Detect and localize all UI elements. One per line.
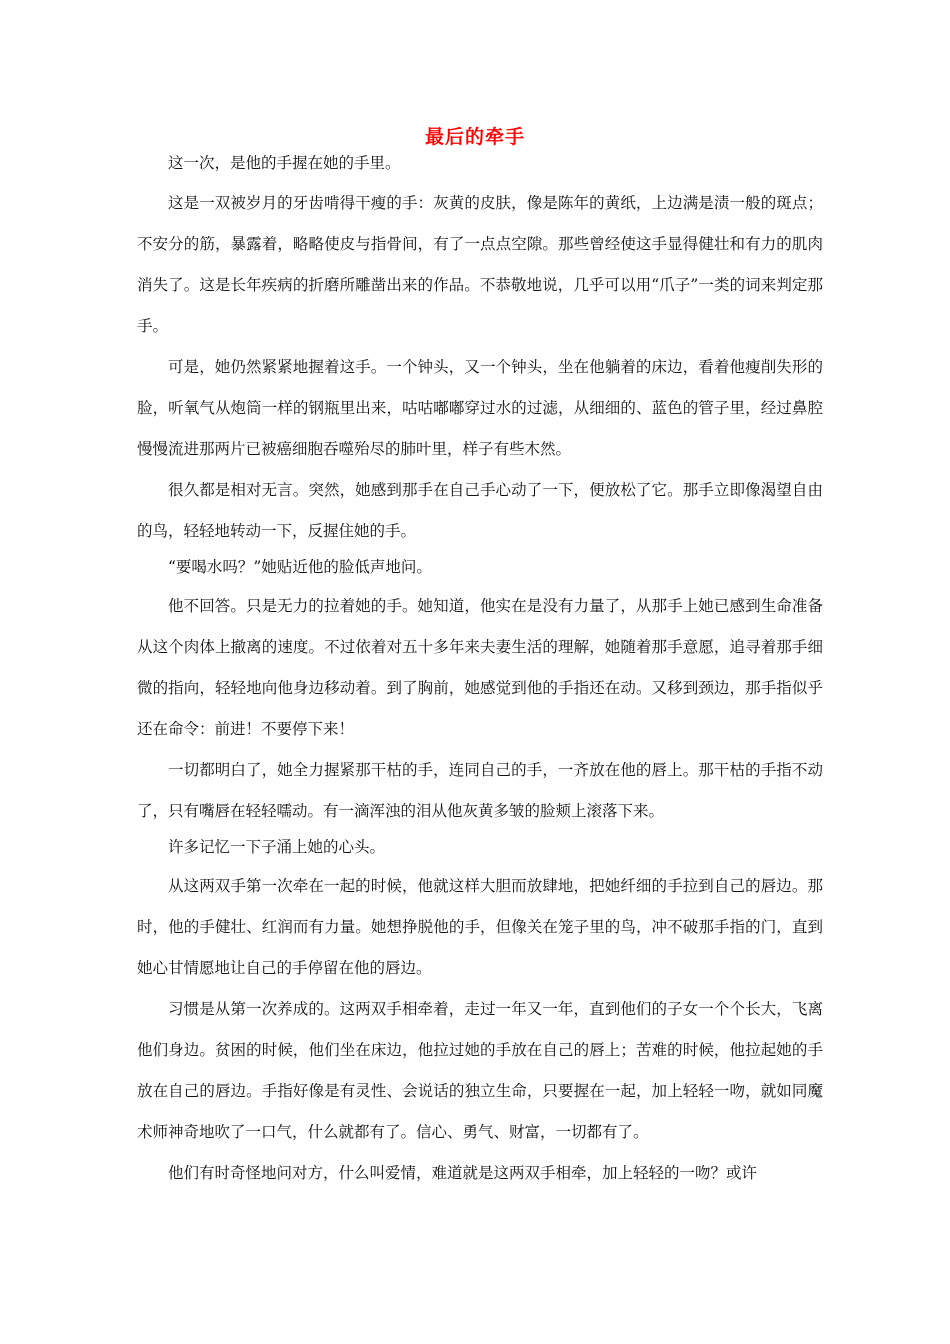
paragraph: 习惯是从第一次养成的。这两双手相牵着，走过一年又一年，直到他们的子女一个个长大，飞离他们身边。贫困的时候，他们坐在床边，他拉过她的手放在自己的唇上；苦难的时候，他拉起她的手放在自己的唇边。手指好像是有灵性、会说话的独立生命，只要握在一起，加上轻轻一吻，就如同魔术师神奇地吹了一口气，什么就都有了。信心、勇气、财富，一切都有了。	[137, 1000, 823, 1141]
paragraph: 可是，她仍然紧紧地握着这手。一个钟头，又一个钟头，坐在他躺着的床边，看着他瘦削失形的脸，听氧气从炮筒一样的钢瓶里出来，咕咕嘟嘟穿过水的过滤，从细细的、蓝色的管子里，经过鼻腔慢慢流进那两片已被癌细胞吞噬殆尽的肺叶里，样子有些木然。	[137, 358, 823, 458]
document-title: 最后的牵手	[424, 126, 525, 148]
document-body	[137, 149, 823, 1194]
paragraph: “要喝水吗？”她贴近他的脸低声地问。	[168, 558, 432, 576]
paragraph: 很久都是相对无言。突然，她感到那手在自己手心动了一下，便放松了它。那手立即像渴望自由的鸟，轻轻地转动一下，反握住她的手。	[137, 481, 823, 540]
paragraph: 许多记忆一下子涌上她的心头。	[168, 838, 386, 856]
paragraph: 从这两双手第一次牵在一起的时候，他就这样大胆而放肆地，把她纤细的手拉到自己的唇边。那时，他的手健壮、红润而有力量。她想挣脱他的手，但像关在笼子里的鸟，冲不破那手指的门，直到她心甘情愿地让自己的手停留在他的唇边。	[137, 877, 823, 977]
paragraph: 这一次，是他的手握在她的手里。	[168, 154, 401, 172]
paragraph: 这是一双被岁月的牙齿啃得干瘦的手：灰黄的皮肤，像是陈年的黄纸，上边满是渍一般的斑点；不安分的筋，暴露着，略略使皮与指骨间，有了一点点空隙。那些曾经使这手显得健壮和有力的肌肉消失了。这是长年疾病的折磨所雕凿出来的作品。不恭敬地说，几乎可以用“爪子”一类的词来判定那手。	[137, 194, 823, 335]
paragraph: 一切都明白了，她全力握紧那干枯的手，连同自己的手，一齐放在他的唇上。那干枯的手指不动了，只有嘴唇在轻轻嚅动。有一滴浑浊的泪从他灰黄多皱的脸颊上滚落下来。	[137, 761, 823, 820]
paragraph: 他不回答。只是无力的拉着她的手。她知道，他实在是没有力量了，从那手上她已感到生命准备从这个肉体上撤离的速度。不过依着对五十多年来夫妻生活的理解，她随着那手意愿，追寻着那手细微的指向，轻轻地向他身边移动着。到了胸前，她感觉到他的手指还在动。又移到颈边，那手指似乎还在命令：前进！不要停下来！	[137, 597, 823, 738]
paragraph: 他们有时奇怪地问对方，什么叫爱情，难道就是这两双手相牵，加上轻轻的一吻？或许	[168, 1164, 758, 1182]
